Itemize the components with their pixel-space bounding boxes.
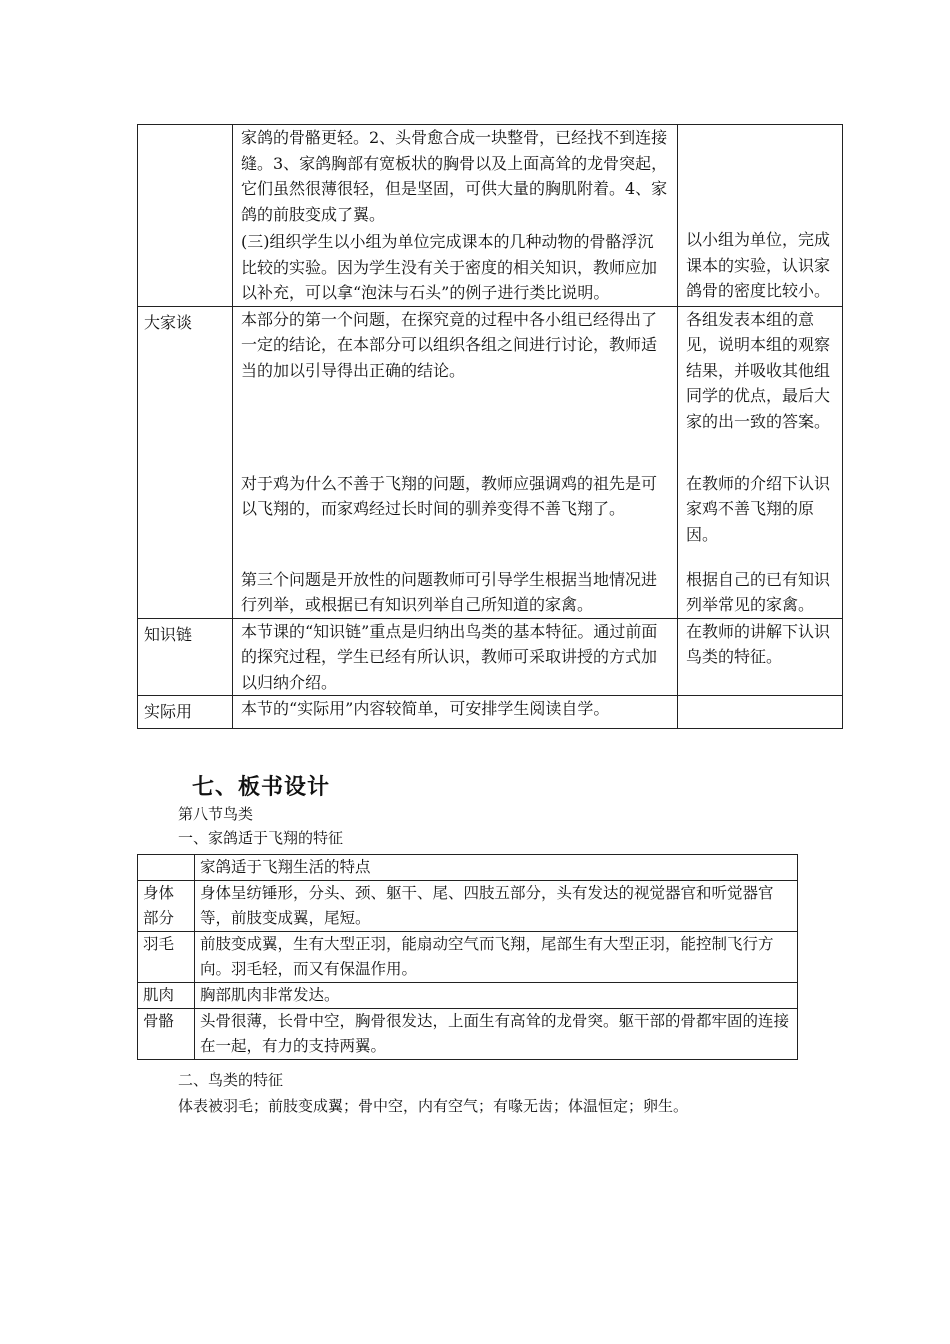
teacher-text-talk-1: 本部分的第一个问题，在探究竟的过程中各小组已经得出了一定的结论，在本部分可以组织各组之间进行讨论，教师适当的加以引导得出正确的结论。 [241,309,658,380]
row-label: 肌肉 [138,983,195,1009]
table-header: 家鸽适于飞翔生活的特点 [195,855,798,881]
part-one-heading: 一、家鸽适于飞翔的特征 [178,829,344,847]
bird-features-summary: 体表被羽毛；前肢变成翼；骨中空，内有空气；有喙无齿；体温恒定；卵生。 [178,1097,689,1115]
row-label: 身体部分 [138,881,195,932]
part-two-heading: 二、鸟类的特征 [178,1071,284,1089]
table-row [138,881,798,932]
table-row [138,932,798,983]
teacher-activity-cell [233,306,678,618]
row-label-talk: 大家谈 [138,306,233,618]
row-text: 头骨很薄，长骨中空，胸骨很发达，上面生有高耸的龙骨突。躯干部的骨都牢固的连接在一起，有力的支持两翼。 [195,1009,798,1060]
lesson-plan-table [137,124,843,729]
row-label-use: 实际用 [138,696,233,729]
teacher-text-experiment: (三)组织学生以小组为单位完成课本的几种动物的骨骼浮沉比较的实验。因为学生没有关于密度的相关知识，教师应加以补充，可以拿“泡沫与石头”的例子进行类比说明。 [241,232,658,302]
row-text: 胸部肌肉非常发达。 [195,983,798,1009]
blackboard-subtitle: 第八节鸟类 [178,805,254,823]
student-text-talk-2: 在教师的介绍下认识家鸡不善飞翔的原因。 [686,473,831,544]
student-text-talk-3: 根据自己的已有知识列举常见的家禽。 [686,569,831,614]
teacher-text-talk-3: 第三个问题是开放性的问题教师可引导学生根据当地情况进行列举，或根据已有知识列举自己所知道的家禽。 [241,569,658,614]
student-activity-cell [678,125,843,307]
row-text: 身体呈纺锤形，分头、颈、躯干、尾、四肢五部分，头有发达的视觉器官和听觉器官等，前肢变成翼，尾短。 [195,881,798,932]
section-heading: 七、板书设计 [192,775,331,800]
teacher-text-talk-2: 对于鸡为什么不善于飞翔的问题，教师应强调鸡的祖先是可以飞翔的，而家鸡经过长时间的驯养变得不善飞翔了。 [241,473,658,518]
student-activity-cell [678,306,843,618]
table-row [138,1009,798,1060]
teacher-activity-cell [233,125,678,307]
student-text-use [678,696,843,729]
table-row [138,855,798,881]
table-row [138,306,843,618]
header-blank-cell [138,855,195,881]
table-row [138,618,843,696]
row-label: 羽毛 [138,932,195,983]
table-row [138,696,843,729]
row-label-empty [138,125,233,307]
teacher-text-chain: 本节课的“知识链”重点是归纳出鸟类的基本特征。通过前面的探究过程，学生已经有所认识，教师可采取讲授的方式加以归纳介绍。 [233,618,678,696]
teacher-text-skeleton: 家鸽的骨骼更轻。2、头骨愈合成一块整骨，已经找不到连接缝。3、家鸽胸部有宽板状的胸骨以及上面高耸的龙骨突起，它们虽然很薄很轻，但是坚固，可供大量的胸肌附着。4、家鸽的前肢变成了翼。 [241,128,668,224]
pigeon-features-table [137,854,798,1060]
row-label: 骨骼 [138,1009,195,1060]
row-text: 前肢变成翼，生有大型正羽，能扇动空气而飞翔，尾部生有大型正羽，能控制飞行方向。羽毛轻，而又有保温作用。 [195,932,798,983]
table-row [138,983,798,1009]
student-text-talk-1: 各组发表本组的意见，说明本组的观察结果，并吸收其他组同学的优点，最后大家的出一致的答案。 [686,309,831,431]
row-label-chain: 知识链 [138,618,233,696]
student-text-chain: 在教师的讲解下认识鸟类的特征。 [678,618,843,696]
table-row [138,125,843,307]
teacher-text-use: 本节的“实际用”内容较简单，可安排学生阅读自学。 [233,696,678,729]
student-text-experiment: 以小组为单位，完成课本的实验，认识家鸽骨的密度比较小。 [686,230,831,300]
